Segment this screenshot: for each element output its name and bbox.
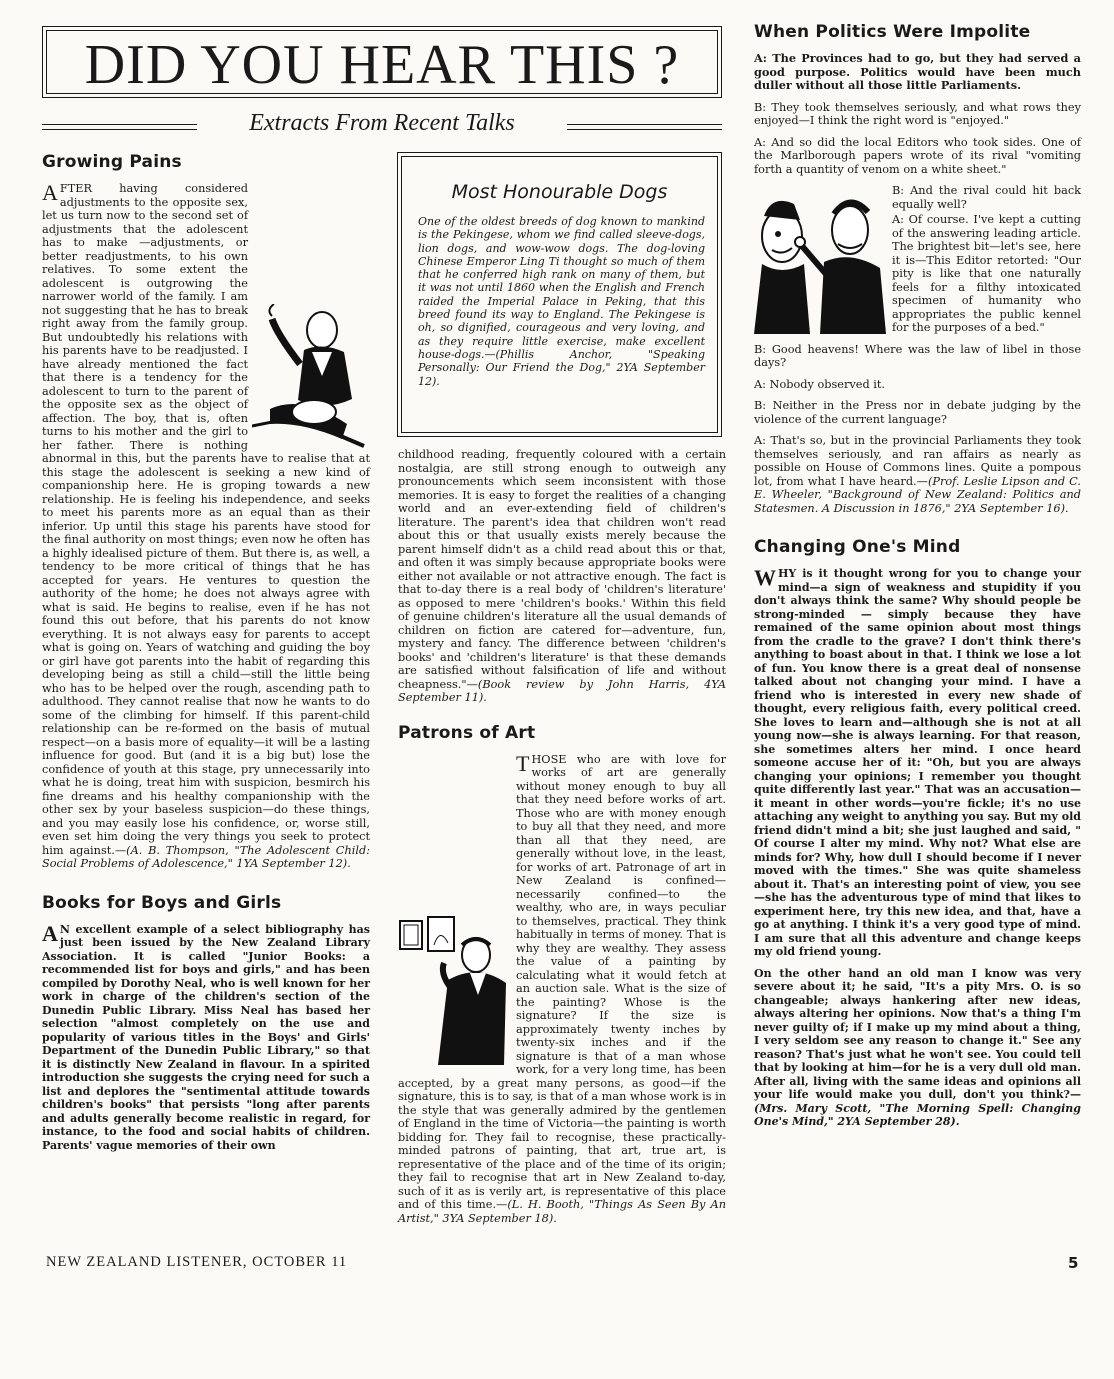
dogs-box xyxy=(397,152,722,437)
column-1 xyxy=(42,152,370,1160)
politics-p4: B: And the rival could hit back equally well? xyxy=(892,184,1081,211)
parent-spanking-illustration xyxy=(252,304,370,449)
dropcap: W xyxy=(754,565,776,590)
patrons-body: THOSE who are with love for works of art are generally without money enough to buy all that they need before works of art. Those who are with money enough to buy all that they need, and more than all that they need, are generally without love, in the least, for works of art. Patronage of art in New Zealand is confined—necessarily confined—to the wealthy, who are, in ways peculiar to themselves, practical. They think habitually in terms of money. That is why they are wealthy. They assess the value of a painting by calculating what it would fetch at an auction sale. What is the size of the painting? Whose is the signature? If the size is approximately twenty inches by twenty-six inches and if the signature is that of a man whose work, for a very long time, has been accepted, by a great many persons, as good—if the signature, this is to say, is that of a man whose work is in the style that was generally admired by the gentlemen of England in the time of Victoria—the painting is worth bidding for. They fail to recognise, these practically-minded patrons of painting, that art, true art, is representative of the place and of the time of its origin; they fail to recognise that art in New Zealand to-day, such of it as is verily art, is representative of this place and of this time.—(L. H. Booth, "Things As Seen By An Artist," 3YA September 18). xyxy=(398,750,726,1225)
masthead-footer: NEW ZEALAND LISTENER, OCTOBER 11 xyxy=(46,1254,348,1270)
politics-p1: A: The Provinces had to go, but they had served a good purpose. Politics would have been much duller without all those little Parliaments. xyxy=(754,51,1081,92)
dogs-title: Most Honourable Dogs xyxy=(451,181,668,203)
books-heading: Books for Boys and Girls xyxy=(42,892,282,913)
citation: —(Prof. Leslie Lipson and C. E. Wheeler, "Background of New Zealand: Politics and Statesmen. A Discussion in 1876," 2YA September 16). xyxy=(754,474,1081,515)
politics-p8: B: Neither in the Press nor in debate judging by the violence of the current language? xyxy=(754,399,1081,426)
politics-p6: B: Good heavens! Where was the law of libel in those days? xyxy=(754,342,1081,369)
dropcap: T xyxy=(516,750,530,776)
citation: (A. B. Thompson, "The Adolescent Child: Social Problems of Adolescence," 1YA September 12). xyxy=(42,843,370,870)
patrons-heading: Patrons of Art xyxy=(398,722,536,743)
mind-p2: On the other hand an old man I know was very severe about it; he said, "It's a pity Mrs. O. is so changeable; always hankering after new ideas, always altering her opinions. Now that's a thing I'm never guilty of; if I make up my mind about a thing, I very seldom see any reason to change it." See any reason? That's just what he won't see. You could tell that by looking at him—for he is a very dull old man. After all, living with the same ideas and opinions all your life would make you dull, don't you think?—(Mrs. Mary Scott, "The Morning Spell: Changing One's Mind," 2YA September 28). xyxy=(754,966,1081,1128)
page-number: 5 xyxy=(1068,1254,1079,1272)
header-box xyxy=(42,26,722,98)
politics-p3: A: And so did the local Editors who took sides. One of the Marlborough papers wrote of its rival "vomiting forth a quantity of venom on a white sheet." xyxy=(754,135,1081,176)
mind-body: WHY is it thought wrong for you to change your mind—a sign of weakness and stupidity if you don't always think the same? Why should people be strong-minded — simply because they have remained of the same opinion about most things from the cradle to the grave? I don't think there's anything to boast about in that. I think we lose a lot of fun. You know there is a great deal of nonsense talked about not changing your mind. I have a friend who is interested in every new shade of thought, every religious faith, every political creed. She loves to learn and—although she is not at all young now—she is always learning. For that reason, she sometimes alters her mind. I once heard someone accuse her of it: "Oh, but you are always changing your opinions; I remember you thought quite differently last year." That was an accusation—it meant in other words—you're fickle; it's no use attaching any weight to anything you say. But my old friend didn't mind a bit; she just laughed and said, " Of course I alter my mind. Why not? What else are minds for? Why, how dull I should become if I never moved with the times." She was quite shameless about it. That's an interesting point of view, you see—she has the adventurous type of mind that likes to experiment here, try this new idea, and that, have a go at anything. I think it's a very good type of mind. I am sure that all this adventure and change keeps my old friend young. xyxy=(754,565,1081,958)
citation: (Book review by John Harris, 4YA September 11). xyxy=(398,677,726,704)
growing-body: AFTER having considered adjustments to the opposite sex, let us turn now to the second set of adjustments that the adolescent has to make —adjustments, or better readjustments, to his own relatives. To some extent the adolescent is outgrowing the narrower world of the family. I am not suggesting that he has to break right away from the family group. But undoubtedly his relations with his parents have to be readjusted. I have already mentioned the fact that there is a tendency for the adolescent to turn to the parent of the opposite sex as the object of affection. The boy, that is, often turns to his mother and the girl to her father. There is nothing abnormal in this, but the parents have to realise that at this stage the adolescent is seeking a new kind of companionship here. He is groping towards a new relationship. He is feeling his independence, and seeks to meet his parents more as an equal than as their inferior. Up until this stage his parents have stood for the final authority on most things; even now he often has a highly idealised picture of them. But there is, as well, a tendency to be more critical of things that he has accepted for years. He ventures to question the authority of the home; he does not always agree with what is said. He begins to realise, even if he has not found this out before, that his parents do not know everything. It is not always easy for parents to accept what is going on. Years of watching and guiding the boy or girl have got parents into the habit of regarding this developing being as still a child—still the little being who has to be helped over the rough, ascending path to adulthood. They cannot realise that now he wants to do some of the climbing for himself. If this parent-child relationship can be re-formed on the basis of mutual respect—on a basis more of equality—it will be a lasting influence for good. But (and it is a big but) lose the confidence of youth at this stage, pry unnecessarily into what he is doing, treat him with suspicion, besmirch his fine dreams and his healthy companionship with the other sex by your baseless suspicion—do these things, and you may easily lose his confidence, or, worse still, even set him doing the very things you seek to protect him against.—(A. B. Thompson, "The Adolescent Child: Social Problems of Adolescence," 1YA September 12). xyxy=(42,180,370,870)
politics-p9: A: That's so, but in the provincial Parliaments they took themselves seriously, and ran affairs as nearly as possible on House of Commons lines. Quite a pompous lot, from what I have heard.—(Prof. Leslie Lipson and C. E. Wheeler, "Background of New Zealand: Politics and Statesmen. A Discussion in 1876," 2YA September 16). xyxy=(754,434,1081,515)
column-2 xyxy=(398,448,726,1233)
politics-p2: B: They took themselves seriously, and what rows they enjoyed—I think the right word is "enjoyed." xyxy=(754,100,1081,127)
citation: (L. H. Booth, "Things As Seen By An Artist," 3YA September 18). xyxy=(398,1198,726,1225)
page-title: DID YOU HEAR THIS ? xyxy=(84,34,680,96)
politics-p7: A: Nobody observed it. xyxy=(754,377,886,391)
subtitle-row xyxy=(42,110,722,138)
column-3 xyxy=(754,22,1081,1137)
arguing-men-illustration xyxy=(754,184,886,334)
rule-right xyxy=(567,124,722,130)
dogs-body: One of the oldest breeds of dog known to mankind is the Pekingese, whom we find called sleeve-dogs, lion dogs, and wow-wow dogs. The dog-loving Chinese Emperor Ling Ti thought so much of them that he conferred high rank on many of them, but it was not until 1860 when the English and French raided the Imperial Palace in Peking, that this breed found its way to England. The Pekingese is oh, so dignified, courageous and very loving, and as they require little exercise, make excellent house-dogs.—(Phillis Anchor, "Speaking Personally: Our Friend the Dog," 2YA September 12). xyxy=(418,215,705,388)
dropcap: A xyxy=(42,920,58,946)
growing-heading: Growing Pains xyxy=(42,152,182,172)
dropcap: A xyxy=(42,180,58,205)
page-subtitle: Extracts From Recent Talks xyxy=(249,110,515,136)
artist-illustration xyxy=(398,915,510,1065)
politics-heading: When Politics Were Impolite xyxy=(754,22,1031,42)
books-body-cont: childhood reading, frequently coloured with a certain nostalgia, are still strong enough to outweigh any pronouncements which seem inconsistent with those memories. It is easy to forget the realities of a changing world and an ever-extending field of children's literature. The parent's idea that children won't read about this or that usually exists merely because the parent himself didn't as a child read about this or that, and often it was simply because appropriate books were either not available or not attractive enough. The fact is that to-day there is a real body of 'children's literature' as opposed to mere 'children's books.' Within this field of genuine children's literature all the usual demands of children on fiction are catered for—adventure, fun, mystery and fancy. The difference between 'children's books' and 'children's literature' is that these demands are satisfied without falsification of life and without cheapness."—(Book review by John Harris, 4YA September 11). xyxy=(398,448,726,704)
books-body: A N excellent example of a select bibliography has just been issued by the New Zealand Library Association. It is called "Junior Books: a recommended list for boys and girls," and has been compiled by Dorothy Neal, who is well known for her work in charge of the children's section of the Dunedin Public Library. Miss Neal has based her selection "almost completely on the use and popularity of various titles in the Boys' and Girls' Department of the Dunedin Public Library," so that it is distinctly New Zealand in flavour. In a spirited introduction she suggests the crying need for such a list and deplores the "sentimental attitude towards children's books" that persists "long after parents and adults generally become realistic in regard, for instance, to the food and social habits of children. Parents' vague memories of their own xyxy=(42,920,370,1152)
citation: (Mrs. Mary Scott, "The Morning Spell: Changing One's Mind," 2YA September 28). xyxy=(754,1101,1081,1128)
mind-heading: Changing One's Mind xyxy=(754,537,961,557)
politics-p5: A: Of course. I've kept a cutting of the answering leading article. The brightest bit—let's see, here it is—This Editor retorted: "Our pity is like that one naturally feels for a filthy intoxicated specimen of humanity who appropriates the public kennel for the purposes of a bed." xyxy=(892,213,1081,334)
